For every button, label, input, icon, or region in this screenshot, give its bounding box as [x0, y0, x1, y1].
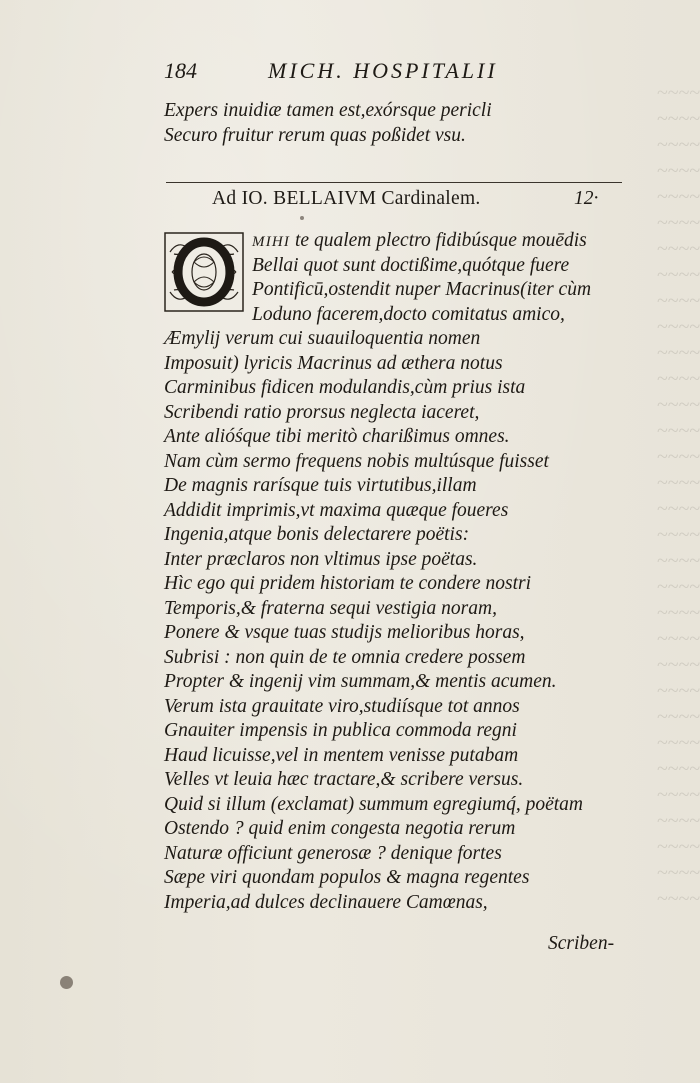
verse-line: Securo fruitur rerum quas poßidet vsu.	[164, 124, 466, 146]
verse-line: De magnis rarísque tuis virtutibus,illam	[164, 475, 477, 496]
verse-line: Velles vt leuia hæc tractare,& scribere versus.	[164, 769, 524, 790]
verse-line: Hìc ego qui pridem historiam te condere nostri	[164, 573, 532, 594]
verse-line: Verum ista grauitate viro,studiísque tot annos	[164, 695, 520, 717]
first-word-smallcaps: MIHI	[252, 234, 291, 250]
ink-spot	[60, 976, 73, 989]
verse-line: Subrisi : non quin de te omnia credere possem	[164, 646, 526, 668]
page-number: 184	[164, 58, 197, 83]
show-through-text: ~~~~ ~~~~ ~~~~ ~~~~ ~~~~ ~~~~ ~~~~ ~~~~ ~~~~ ~~~~ ~~~~ ~~~~ ~~~~ ~~~~ ~~~~ ~~~~ ~~~~ ~~~~ ~~~~ ~~~~ ~~~~ ~~~~ ~~~~ ~~~~ ~~~~ ~~~~ ~~~~ ~~~~ ~~~~ ~~~~ ~~~~ ~~~~	[656, 82, 700, 910]
verse-line: Æmylij verum cui suauiloquentia nomen	[164, 328, 481, 349]
verse-line: Loduno facerem,docto comitatus amico,	[252, 303, 565, 325]
poem-opening-lines	[252, 229, 591, 327]
catchword: Scriben-	[548, 933, 615, 954]
verse-line: Inter præclaros non vltimus ipse poëtas.	[164, 548, 478, 570]
verse-line: Naturæ officiunt generosæ ? denique fortes	[164, 842, 502, 864]
verse-line: Scribendi ratio prorsus neglecta iaceret,	[164, 401, 480, 423]
decorated-initial-letter	[164, 232, 244, 312]
verse-line: Pontificū,ostendit nuper Macrinus(iter cùm	[252, 279, 592, 300]
verse-line: Imposuit) lyricis Macrinus ad æthera notus	[164, 352, 503, 374]
verse-line: Gnauiter impensis in publica commoda regni	[164, 720, 517, 741]
verse-line: Temporis,& fraterna sequi vestigia noram,	[164, 597, 497, 619]
verse-line: Sæpe viri quondam populos & magna regentes	[164, 867, 530, 888]
verse-line: Ponere & vsque tuas studijs melioribus horas,	[164, 622, 525, 643]
poem-number: 12·	[574, 188, 599, 209]
verse-line: MIHI te qualem plectro fidibúsque mouēdis	[252, 230, 587, 251]
preceding-poem-ending	[164, 99, 492, 148]
verse-line: Quid si illum (exclamat) summum egregiumq́, poëtam	[164, 793, 584, 815]
verse-line: Nam cùm sermo frequens nobis multúsque fuisset	[164, 450, 549, 472]
verse-line: Ingenia,atque bonis delectarere poëtis:	[164, 524, 470, 545]
verse-line: Bellai quot sunt doctißime,quótque fuere	[252, 254, 570, 276]
poem-title: Ad IO. BELLAIVM Cardinalem.	[212, 188, 481, 209]
verse-line: Ante alióśque tibi meritò charißimus omnes.	[164, 426, 510, 447]
ink-spot	[300, 216, 304, 220]
page-header	[164, 58, 584, 92]
verse-line: Carminibus fidicen modulandis,cùm prius ista	[164, 377, 526, 398]
verse-line: Addidit imprimis,vt maxima quæque foueres	[164, 499, 509, 521]
poem-body	[164, 327, 583, 915]
verse-line: Expers inuidiæ tamen est,exórsque pericli	[164, 100, 492, 121]
verse-line: Propter & ingenij vim summam,& mentis acumen.	[164, 671, 557, 692]
verse-line: Haud licuisse,vel in mentem venisse putabam	[164, 744, 519, 766]
verse-line: Imperia,ad dulces declinauere Camœnas,	[164, 891, 488, 913]
verse-line: Ostendo ? quid enim congesta negotia rerum	[164, 818, 516, 839]
section-divider	[166, 182, 622, 183]
running-head: MICH. HOSPITALII	[268, 58, 498, 83]
